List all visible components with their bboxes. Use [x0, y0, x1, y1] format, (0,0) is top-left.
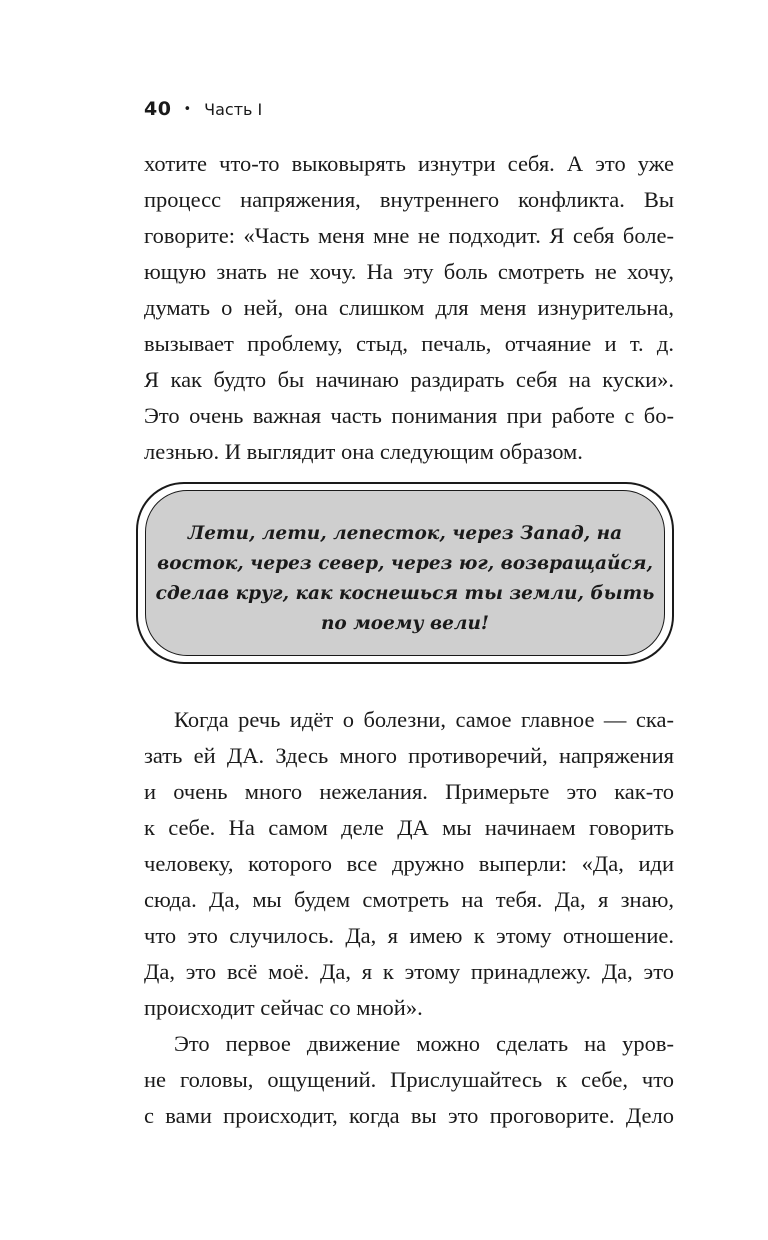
text-line: вызывает проблему, стыд, печаль, отчаяние и т. д.	[144, 331, 674, 356]
text-line: что это случилось. Да, я имею к этому отношение.	[144, 923, 674, 948]
callout-line: восток, через север, через юг, возвращайся,	[157, 553, 653, 574]
text-line: говорите: «Часть меня мне не подходит. Я себя боле-	[144, 223, 674, 248]
text-line: процесс напряжения, внутреннего конфликта. Вы	[144, 187, 674, 212]
text-line: человеку, которого все дружно выперли: «Да, иди	[144, 851, 674, 876]
running-header	[144, 98, 262, 120]
text-line: Когда речь идёт о болезни, самое главное — ска-	[174, 707, 674, 732]
text-line: Я как будто бы начинаю раздирать себя на куски».	[144, 367, 674, 392]
text-line: Это очень важная часть понимания при работе с бо-	[144, 403, 674, 428]
text-line: лезнью. И выглядит она следующим образом.	[144, 439, 583, 464]
text-line: зать ей ДА. Здесь много противоречий, напряжения	[144, 743, 674, 768]
text-line: не головы, ощущений. Прислушайтесь к себе, что	[144, 1067, 674, 1092]
page-number: 40	[144, 98, 172, 120]
text-line: происходит сейчас со мной».	[144, 995, 423, 1020]
callout-line: по моему вели!	[320, 613, 490, 634]
text-line: хотите что-то выковырять изнутри себя. А это уже	[144, 151, 674, 176]
text-line: к себе. На самом деле ДА мы начинаем говорить	[144, 815, 674, 840]
text-line: Да, это всё моё. Да, я к этому принадлежу. Да, это	[144, 959, 674, 984]
text-line: и очень много нежелания. Примерьте это как-то	[144, 779, 674, 804]
quote-callout-inner	[145, 490, 665, 656]
callout-line: сделав круг, как коснешься ты земли, быть	[155, 583, 655, 604]
callout-line: Лети, лети, лепесток, через Запад, на	[187, 523, 623, 544]
header-bullet: •	[183, 102, 192, 117]
text-line: ющую знать не хочу. На эту боль смотреть не хочу,	[144, 259, 674, 284]
quote-callout-box	[136, 482, 674, 664]
text-line: думать о ней, она слишком для меня изнурительна,	[144, 295, 674, 320]
text-line: сюда. Да, мы будем смотреть на тебя. Да, я знаю,	[144, 887, 674, 912]
text-line: с вами происходит, когда вы это проговорите. Дело	[144, 1103, 674, 1128]
section-title: Часть I	[204, 100, 263, 119]
text-line: Это первое движение можно сделать на уров-	[174, 1031, 674, 1056]
